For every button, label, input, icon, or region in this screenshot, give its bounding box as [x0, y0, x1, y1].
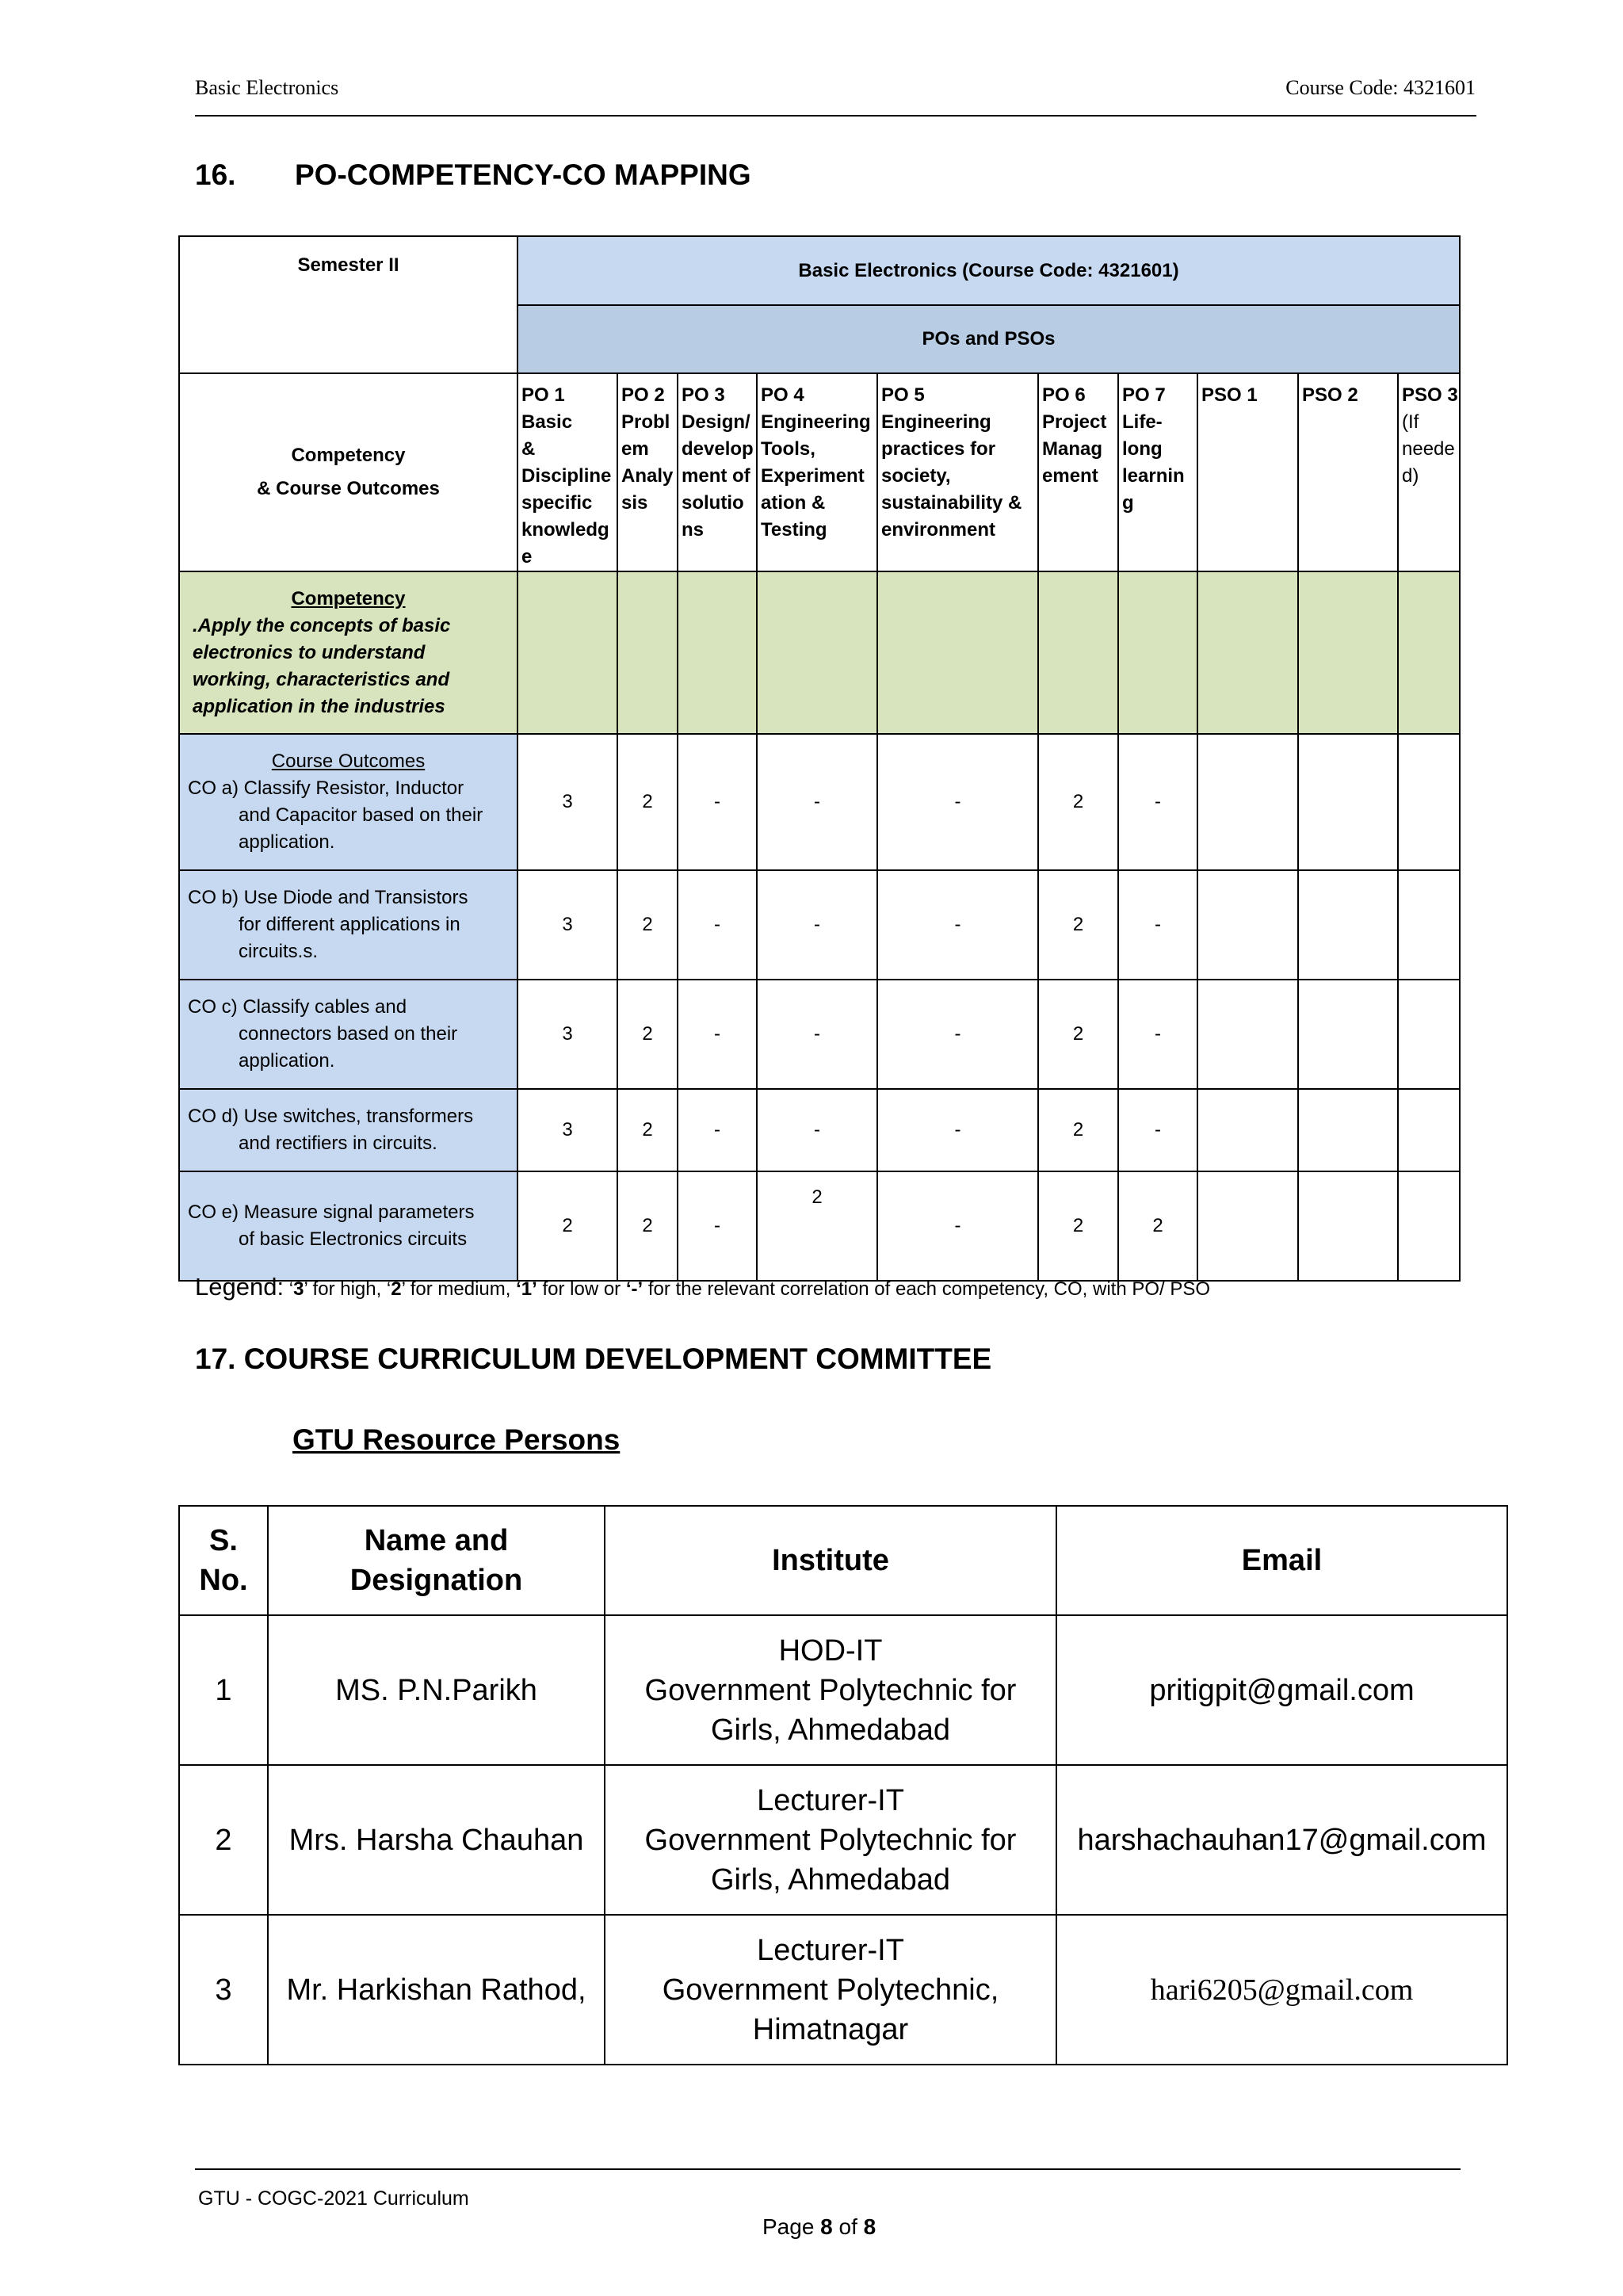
- table-row: [179, 734, 1460, 870]
- po-header-title: PSO 1: [1201, 384, 1258, 406]
- legend-label: Legend:: [195, 1273, 285, 1301]
- po-header-8: [1197, 373, 1298, 571]
- mapping-value-cell: -: [678, 1171, 757, 1281]
- legend: [195, 1273, 1210, 1301]
- po-header-sub: Design/: [682, 411, 750, 433]
- competency-header-line2: & Course Outcomes: [257, 478, 440, 499]
- email-cell: pritigpit@gmail.com: [1056, 1615, 1507, 1765]
- po-header-sub: environment: [881, 519, 996, 541]
- co-label-cell: [179, 980, 517, 1089]
- email-header: Email: [1056, 1506, 1507, 1615]
- po-header-sub: long: [1122, 438, 1163, 460]
- mapping-value-cell: [1197, 870, 1298, 980]
- mapping-value-cell: 3: [517, 980, 617, 1089]
- co-lead-text: CO a) Classify Resistor, Inductor: [188, 777, 464, 799]
- committee-table: [178, 1505, 1508, 2065]
- po-header-sub: sustainability &: [881, 492, 1022, 514]
- resource-persons-subtitle: GTU Resource Persons: [292, 1423, 621, 1456]
- legend-low-value: ‘1’: [516, 1278, 537, 1300]
- po-header-sub: Engineering: [761, 411, 871, 433]
- email-cell: harshachauhan17@gmail.com: [1056, 1765, 1507, 1915]
- co-label-cell: [179, 1171, 517, 1281]
- co-continuation-text: application.: [239, 1050, 335, 1072]
- po-header-sub: ment of: [682, 465, 750, 487]
- mapping-value-cell: [1298, 1171, 1398, 1281]
- institute-line: Government Polytechnic for: [644, 1823, 1017, 1857]
- semester-cell: Semester II: [179, 236, 517, 373]
- po-header-sub: specific: [521, 492, 593, 514]
- legend-quote: ‘: [288, 1278, 294, 1300]
- mapping-value-cell: [1398, 980, 1460, 1089]
- mapping-value-cell: -: [757, 1089, 877, 1171]
- institute-line: Himatnagar: [752, 2012, 909, 2046]
- competency-mapping-cell: [877, 571, 1038, 734]
- institute-header: Institute: [605, 1506, 1056, 1615]
- mapping-value-cell: 2: [1118, 1171, 1197, 1281]
- mapping-value-cell: 3: [517, 1089, 617, 1171]
- institute-cell: [605, 1615, 1056, 1765]
- footer-curriculum: GTU - COGC-2021 Curriculum: [198, 2187, 469, 2210]
- competency-mapping-cell: [757, 571, 877, 734]
- mapping-value-cell: [1197, 1089, 1298, 1171]
- po-header-sub: Project: [1042, 411, 1107, 433]
- mapping-value-cell: [1298, 1089, 1398, 1171]
- mapping-value-cell: -: [757, 734, 877, 870]
- mapping-value-cell: 3: [517, 734, 617, 870]
- co-continuation-text: application.: [239, 831, 335, 853]
- competency-mapping-cell: [1038, 571, 1118, 734]
- course-title-cell: Basic Electronics (Course Code: 4321601): [517, 236, 1460, 305]
- mapping-value-cell: 2: [517, 1171, 617, 1281]
- table-row: [179, 1915, 1507, 2065]
- co-continuation-text: circuits.s.: [239, 941, 319, 962]
- institute-line: Government Polytechnic for: [644, 1673, 1017, 1707]
- po-header-sub: Experiment: [761, 465, 865, 487]
- page-current: 8: [820, 2214, 833, 2239]
- po-header-sub: &: [521, 438, 536, 460]
- mapping-value-cell: 2: [1038, 870, 1118, 980]
- po-header-sub: Engineering: [881, 411, 991, 433]
- mapping-value-cell: -: [1118, 1089, 1197, 1171]
- mapping-value-cell: -: [678, 734, 757, 870]
- co-label-cell: [179, 1089, 517, 1171]
- competency-cell: [179, 571, 517, 734]
- competency-mapping-cell: [678, 571, 757, 734]
- mapping-value-cell: 2: [617, 1171, 678, 1281]
- footer-divider: [195, 2168, 1461, 2170]
- legend-dash-value: ‘-’: [625, 1278, 643, 1300]
- mapping-value-cell: 3: [517, 870, 617, 980]
- po-header-title: PO 3: [682, 384, 725, 406]
- competency-title: Competency: [291, 587, 406, 609]
- po-header-title: PO 5: [881, 384, 925, 406]
- po-header-6: [1038, 373, 1118, 571]
- po-header-title: PO 4: [761, 384, 804, 406]
- section-17-title: 17. COURSE CURRICULUM DEVELOPMENT COMMITTEE: [195, 1343, 992, 1375]
- po-header-sub: learnin: [1122, 465, 1185, 487]
- mapping-value-cell: 2: [617, 870, 678, 980]
- name-header-line1: Name and: [364, 1524, 509, 1557]
- mapping-value-cell: [1298, 734, 1398, 870]
- name-header-line2: Designation: [349, 1564, 523, 1597]
- mapping-value-cell: -: [757, 980, 877, 1089]
- co-label-cell: [179, 870, 517, 980]
- competency-mapping-cell: [517, 571, 617, 734]
- competency-header-line1: Competency: [291, 445, 406, 466]
- mapping-value-cell: 2: [1038, 1089, 1118, 1171]
- header-course-code: Course Code: 4321601: [1285, 76, 1476, 99]
- legend-high-value: 3: [293, 1278, 304, 1300]
- po-header-3: [678, 373, 757, 571]
- mapping-value-cell: 2: [617, 734, 678, 870]
- institute-line: Girls, Ahmedabad: [710, 1862, 951, 1897]
- po-header-sub: ns: [682, 519, 705, 541]
- section-16-title: PO-COMPETENCY-CO MAPPING: [295, 159, 751, 191]
- po-header-sub: ation &: [761, 492, 826, 514]
- name-header: [268, 1506, 605, 1615]
- po-header-sub: g: [1122, 492, 1134, 514]
- sno-header: [179, 1506, 268, 1615]
- table-row: [179, 870, 1460, 980]
- mapping-value-cell: -: [877, 870, 1038, 980]
- po-header-sub: Probl: [621, 411, 670, 433]
- mapping-value-cell: -: [877, 980, 1038, 1089]
- mapping-value-cell: [1398, 870, 1460, 980]
- table-row: [179, 1089, 1460, 1171]
- sno-cell: 2: [179, 1765, 268, 1915]
- competency-mapping-cell: [617, 571, 678, 734]
- section-16-number: 16.: [195, 159, 236, 191]
- po-header-sub: Testing: [761, 519, 827, 541]
- name-cell: Mrs. Harsha Chauhan: [268, 1765, 605, 1915]
- page-total: 8: [863, 2214, 876, 2239]
- mapping-value-cell: 2: [1038, 980, 1118, 1089]
- co-continuation-text: for different applications in: [239, 914, 460, 935]
- mapping-value-cell: -: [1118, 870, 1197, 980]
- legend-medium-text: ’ for medium,: [401, 1278, 517, 1300]
- mapping-value-cell: 2: [617, 980, 678, 1089]
- mapping-value-cell: [1197, 980, 1298, 1089]
- competency-mapping-cell: [1197, 571, 1298, 734]
- co-lead-text: CO d) Use switches, transformers: [188, 1106, 474, 1127]
- mapping-value-cell: 2: [1038, 734, 1118, 870]
- po-header-2: [617, 373, 678, 571]
- po-header-sub: develop: [682, 438, 754, 460]
- po-header-sub: Manag: [1042, 438, 1103, 460]
- po-header-sub: (If: [1402, 411, 1419, 433]
- mapping-value-cell: 2: [1038, 1171, 1118, 1281]
- po-header-sub: em: [621, 438, 649, 460]
- table-row: [179, 1171, 1460, 1281]
- po-header-title: PSO 3: [1402, 384, 1458, 406]
- po-header-1: [517, 373, 617, 571]
- mapping-value-cell: -: [678, 870, 757, 980]
- po-header-title: PO 6: [1042, 384, 1086, 406]
- mapping-value-cell: -: [877, 1171, 1038, 1281]
- pos-psos-cell: POs and PSOs: [517, 305, 1460, 373]
- mapping-value-cell: -: [678, 1089, 757, 1171]
- po-header-sub: Life-: [1122, 411, 1163, 433]
- competency-mapping-cell: [1298, 571, 1398, 734]
- po-header-sub: Basic: [521, 411, 573, 433]
- po-header-sub: Tools,: [761, 438, 815, 460]
- mapping-value-cell: [1398, 1171, 1460, 1281]
- po-header-sub: e: [521, 546, 533, 567]
- header-divider: [195, 115, 1476, 117]
- po-header-title: PO 2: [621, 384, 665, 406]
- po-header-sub: ement: [1042, 465, 1098, 487]
- institute-line: Government Polytechnic,: [662, 1973, 999, 2007]
- mapping-value-cell: [1398, 734, 1460, 870]
- legend-high-text: ’ for high, ‘: [304, 1278, 391, 1300]
- po-header-9: [1298, 373, 1398, 571]
- legend-medium-value: 2: [391, 1278, 402, 1300]
- po-header-sub: sis: [621, 492, 648, 514]
- po-header-title: PO 1: [521, 384, 565, 406]
- mapping-value-cell: [1298, 870, 1398, 980]
- po-header-sub: Discipline: [521, 465, 612, 487]
- co-continuation-text: and Capacitor based on their: [239, 804, 483, 826]
- po-header-sub: neede: [1402, 438, 1455, 460]
- mapping-value-cell: -: [877, 1089, 1038, 1171]
- name-cell: Mr. Harkishan Rathod,: [268, 1915, 605, 2065]
- co-continuation-text: and rectifiers in circuits.: [239, 1133, 437, 1154]
- course-outcomes-title: Course Outcomes: [271, 751, 426, 772]
- co-lead-text: CO b) Use Diode and Transistors: [188, 887, 468, 908]
- sno-header-line2: No.: [199, 1564, 248, 1597]
- table-row: [179, 1615, 1507, 1765]
- committee-header-row: [179, 1506, 1507, 1615]
- po-header-title: PO 7: [1122, 384, 1166, 406]
- co-continuation-text: connectors based on their: [239, 1023, 458, 1045]
- table-row: [179, 1765, 1507, 1915]
- institute-line: HOD-IT: [778, 1633, 883, 1668]
- competency-text: .Apply the concepts of basic electronics to understand working, characteristics and application in the industries: [193, 614, 451, 717]
- po-header-10: [1398, 373, 1460, 571]
- competency-co-header: [179, 373, 517, 571]
- po-header-5: [877, 373, 1038, 571]
- co-continuation-text: of basic Electronics circuits: [239, 1228, 468, 1250]
- mapping-value-cell: -: [678, 980, 757, 1089]
- legend-low-text: for low or: [537, 1278, 626, 1300]
- co-label-cell: [179, 734, 517, 870]
- mapping-value-cell: [1298, 980, 1398, 1089]
- po-header-sub: society,: [881, 465, 951, 487]
- institute-line: Girls, Ahmedabad: [710, 1713, 951, 1747]
- institute-line: Lecturer-IT: [757, 1783, 904, 1817]
- page-of: of: [832, 2214, 864, 2239]
- institute-line: Lecturer-IT: [757, 1933, 904, 1967]
- mapping-value-cell: 2: [617, 1089, 678, 1171]
- po-header-7: [1118, 373, 1197, 571]
- header-course-name: Basic Electronics: [195, 76, 339, 99]
- institute-cell: [605, 1765, 1056, 1915]
- co-lead-text: CO e) Measure signal parameters: [188, 1201, 475, 1223]
- mapping-value-cell: [1398, 1089, 1460, 1171]
- po-co-mapping-table: [178, 235, 1461, 1282]
- page-prefix: Page: [762, 2214, 821, 2239]
- mapping-value-cell: -: [757, 870, 877, 980]
- competency-mapping-cell: [1118, 571, 1197, 734]
- po-header-sub: Analy: [621, 465, 674, 487]
- po-header-title: PSO 2: [1302, 384, 1358, 406]
- po-header-sub: knowledg: [521, 519, 609, 541]
- po-header-sub: practices for: [881, 438, 996, 460]
- mapping-value-cell: [1197, 1171, 1298, 1281]
- mapping-value-cell: -: [1118, 980, 1197, 1089]
- mapping-value-cell: [1197, 734, 1298, 870]
- sno-header-line1: S.: [209, 1524, 238, 1557]
- po-header-sub: solutio: [682, 492, 744, 514]
- po-header-sub: d): [1402, 465, 1419, 487]
- legend-tail-text: for the relevant correlation of each competency, CO, with PO/ PSO: [643, 1278, 1211, 1300]
- mapping-value-cell: -: [1118, 734, 1197, 870]
- co-lead-text: CO c) Classify cables and: [188, 996, 407, 1018]
- email-cell: hari6205@gmail.com: [1056, 1915, 1507, 2065]
- mapping-value-cell: 2: [757, 1171, 877, 1281]
- po-header-4: [757, 373, 877, 571]
- name-cell: MS. P.N.Parikh: [268, 1615, 605, 1765]
- table-row: [179, 980, 1460, 1089]
- sno-cell: 1: [179, 1615, 268, 1765]
- page-number: [762, 2214, 876, 2240]
- institute-cell: [605, 1915, 1056, 2065]
- competency-mapping-cell: [1398, 571, 1460, 734]
- sno-cell: 3: [179, 1915, 268, 2065]
- mapping-value-cell: -: [877, 734, 1038, 870]
